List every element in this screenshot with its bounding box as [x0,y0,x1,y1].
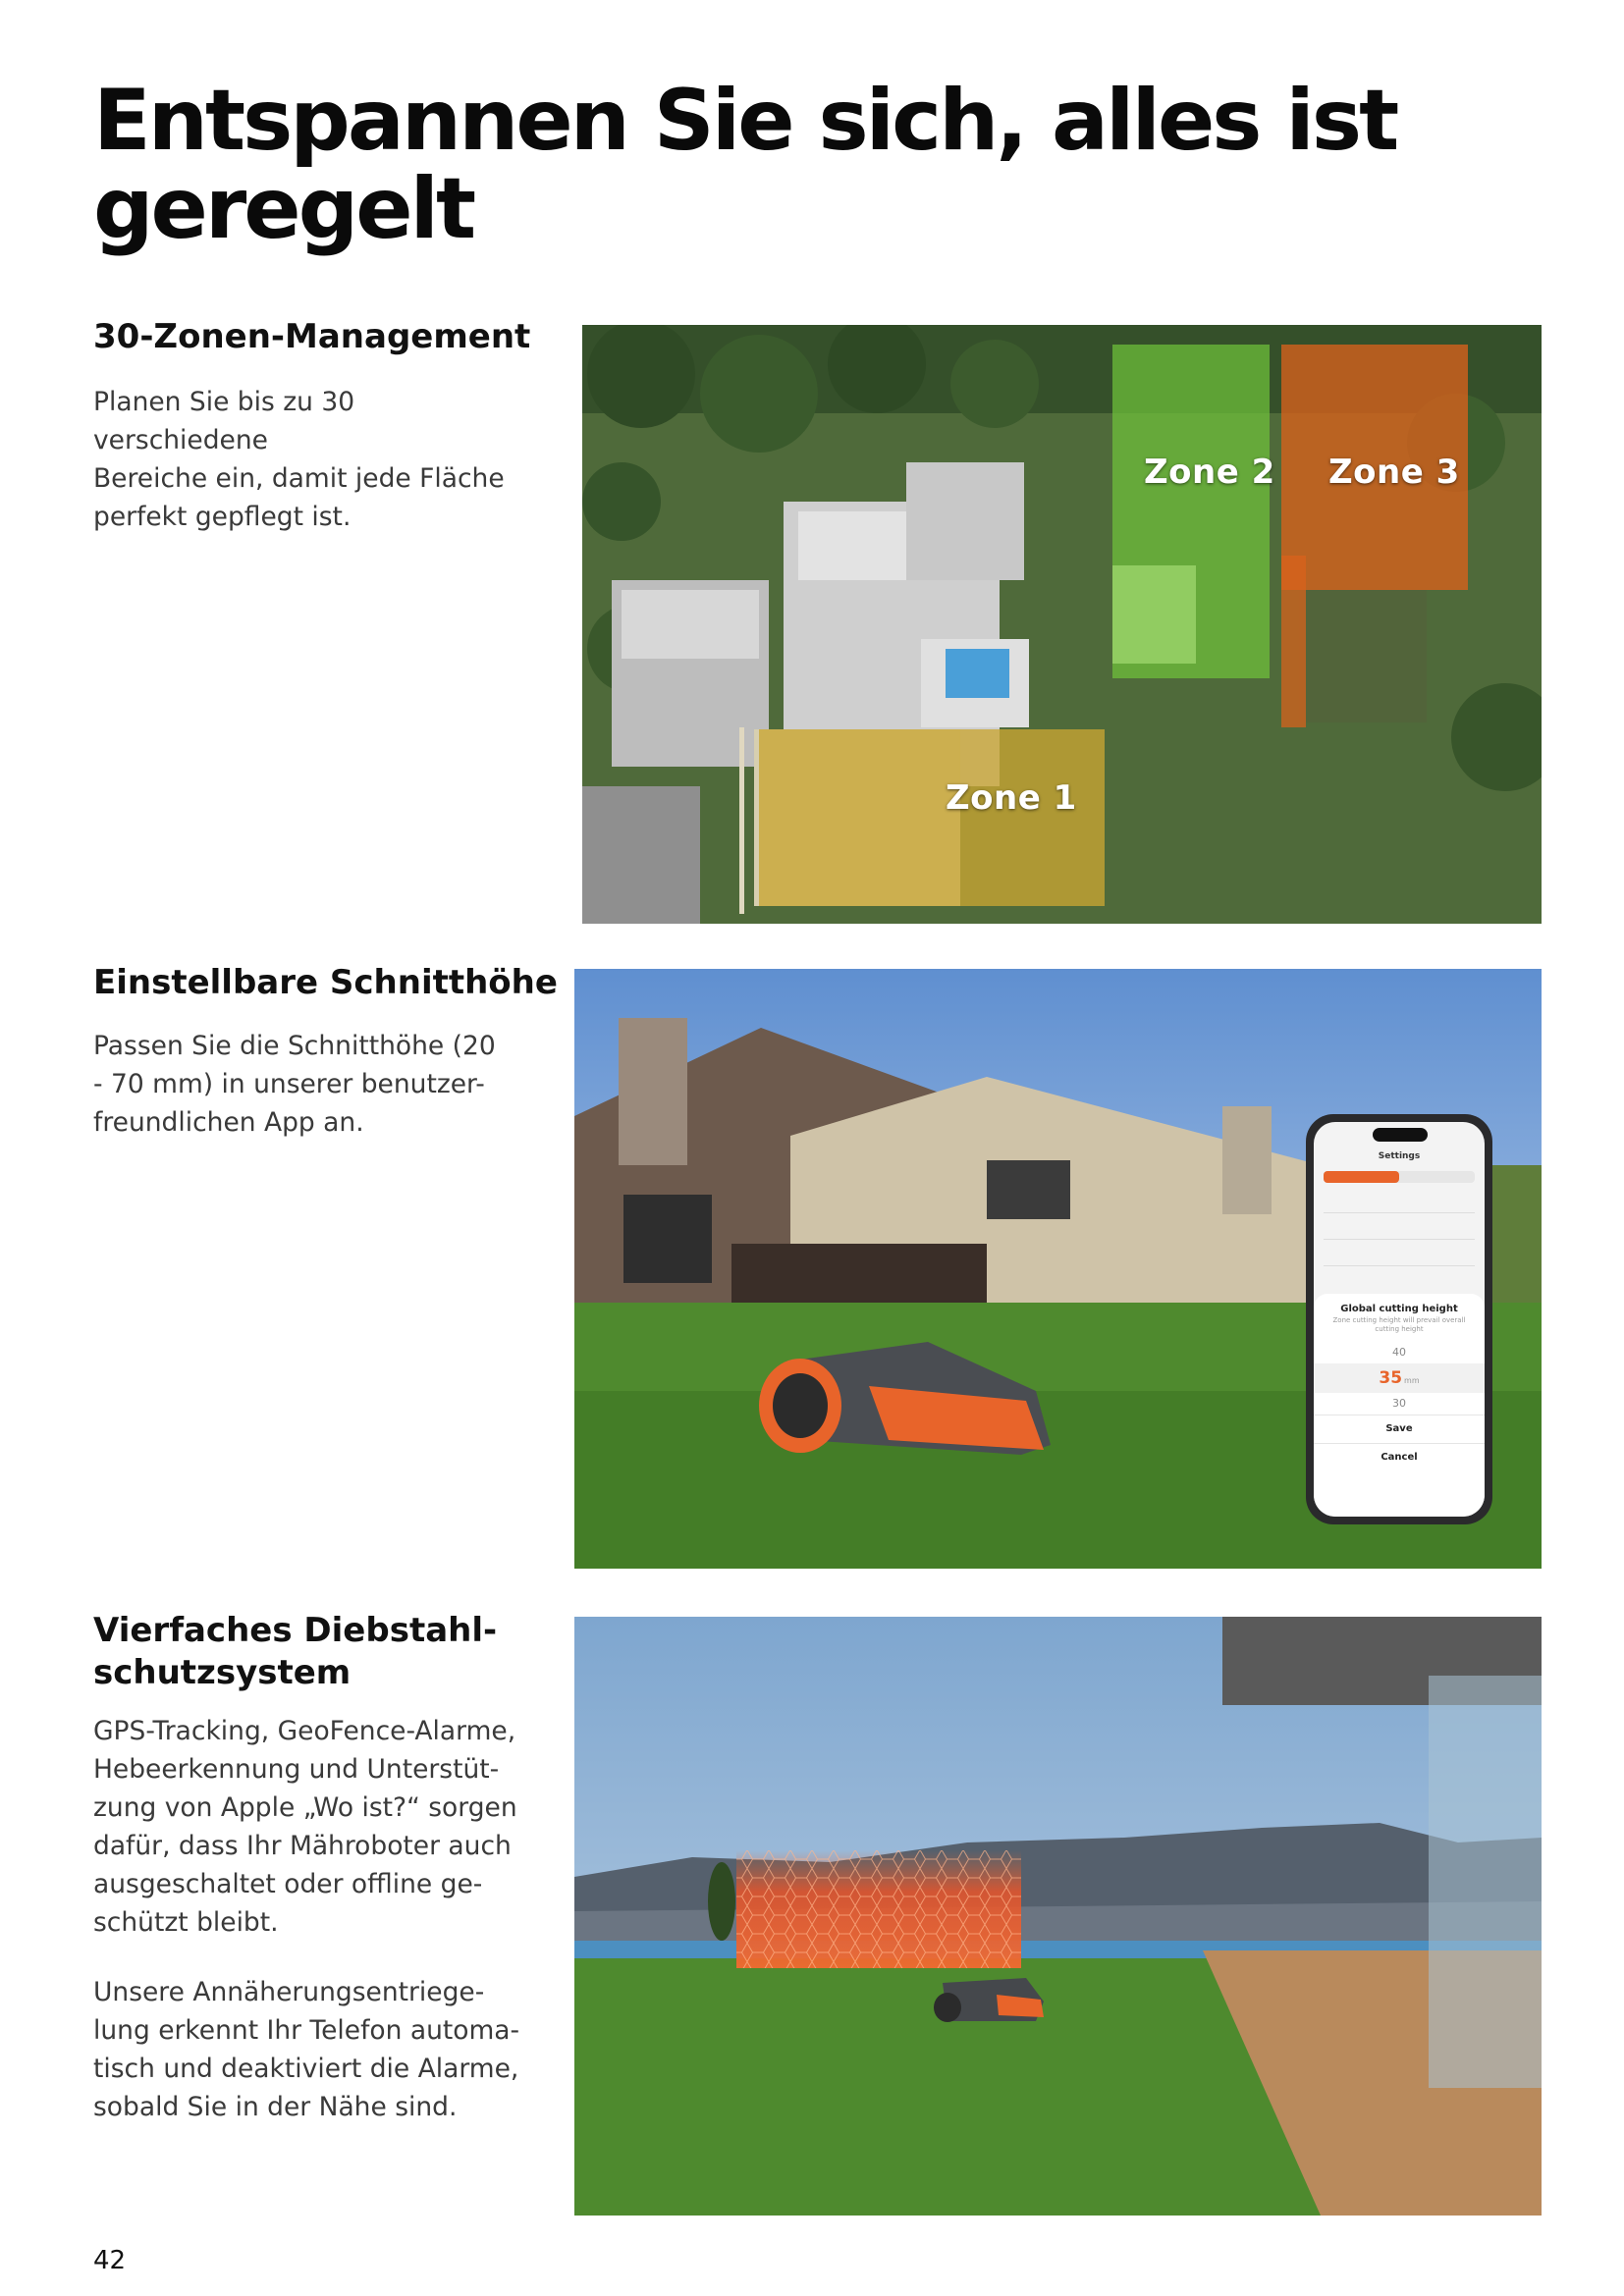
section-text-zones: Planen Sie bis zu 30 verschiedene Bereiche ein, damit jede Fläche perfekt gepflegt ist. [93,387,505,532]
cutting-height-sheet [1314,1294,1485,1517]
section-text-cutting-height: Passen Sie die Schnitthöhe (20 - 70 mm) in unserer benutzer- freundlichen App an. [93,1031,496,1138]
section-text-antitheft-1: GPS-Tracking, GeoFence-Alarme, Hebeerkennung und Unterstüt- zung von Apple „Wo ist?“ sorgen dafür, dass Ihr Mähroboter auch ausgeschaltet oder offline ge- schützt bleibt. [93,1716,517,1938]
phone-screen [1314,1122,1485,1517]
sheet-subtitle: Zone cutting height will prevail overall cutting height [1332,1316,1466,1333]
app-settings-list [1324,1193,1475,1272]
phone-mockup [1306,1114,1492,1524]
app-tab-active[interactable] [1324,1171,1399,1183]
section-text-antitheft-2: Unsere Annäherungsentriege- lung erkennt Ihr Telefon automa- tisch und deaktiviert die Alarme, sobald Sie in der Nähe sind. [93,1977,520,2122]
zone-label-2: Zone 2 [1144,453,1275,492]
height-option-30[interactable]: 30 [1392,1397,1406,1410]
app-settings-header: Settings [1378,1151,1421,1161]
app-tab-bar[interactable] [1324,1171,1475,1183]
zone-map-aerial-image [582,325,1542,924]
page-number: 42 [93,2246,127,2275]
selected-height-value: 35 [1379,1368,1403,1388]
section-title-cutting-height: Einstellbare Schnitthöhe [93,963,558,1002]
phone-notch [1373,1128,1428,1142]
cancel-button[interactable]: Cancel [1314,1443,1485,1471]
section-title-antitheft: Vierfaches Diebstahl- schutzsystem [93,1611,498,1692]
geofence-image [574,1617,1542,2216]
page-title: Entspannen Sie sich, alles ist geregelt [93,72,1397,259]
height-option-selected[interactable] [1314,1363,1485,1393]
zone-label-3: Zone 3 [1328,453,1460,492]
zone-label-1: Zone 1 [946,778,1077,818]
section-title-zones: 30-Zonen-Management [93,317,531,356]
height-option-40[interactable]: 40 [1392,1346,1406,1359]
height-unit: mm [1404,1376,1420,1385]
save-button[interactable]: Save [1314,1415,1485,1443]
sheet-title: Global cutting height [1340,1304,1458,1314]
